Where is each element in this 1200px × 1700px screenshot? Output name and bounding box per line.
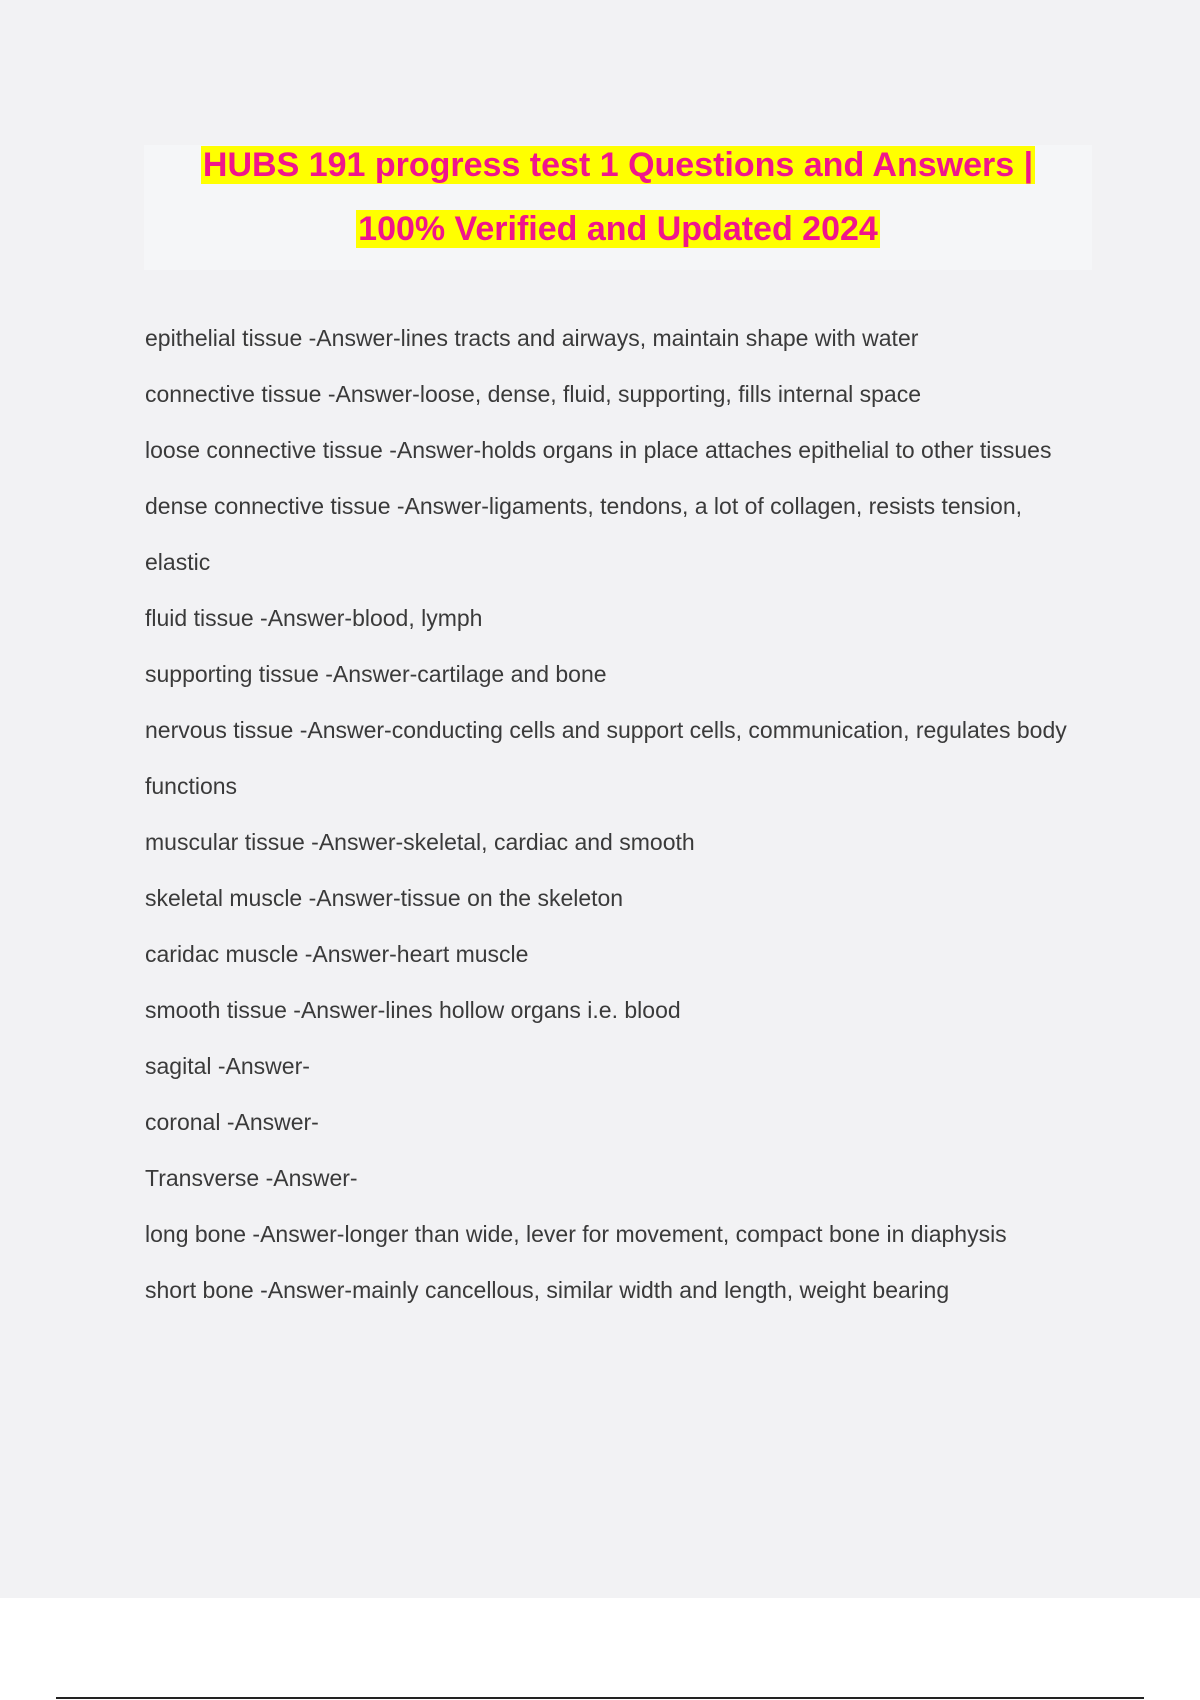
list-item: short bone -Answer-mainly cancellous, similar width and length, weight bearing bbox=[145, 1277, 950, 1303]
list-item: sagital -Answer- bbox=[145, 1053, 310, 1079]
list-item: Transverse -Answer- bbox=[145, 1165, 358, 1191]
list-item: caridac muscle -Answer-heart muscle bbox=[145, 941, 529, 967]
list-item: muscular tissue -Answer-skeletal, cardiac and smooth bbox=[145, 829, 695, 855]
title-line-1: HUBS 191 progress test 1 Questions and Answers | bbox=[202, 146, 1034, 184]
list-item: loose connective tissue -Answer-holds organs in place attaches epithelial to other tissues bbox=[145, 437, 1052, 463]
list-item: connective tissue -Answer-loose, dense, fluid, supporting, fills internal space bbox=[145, 381, 922, 407]
title-line-2: 100% Verified and Updated 2024 bbox=[358, 210, 878, 248]
footer-divider bbox=[56, 1697, 1144, 1699]
list-item: epithelial tissue -Answer-lines tracts and airways, maintain shape with water bbox=[145, 325, 919, 351]
list-item: nervous tissue -Answer-conducting cells and support cells, communication, regulates body functions bbox=[145, 717, 1067, 799]
qa-list bbox=[145, 310, 1085, 1318]
list-item: dense connective tissue -Answer-ligaments, tendons, a lot of collagen, resists tension, elastic bbox=[145, 493, 1023, 575]
document-title bbox=[144, 145, 1092, 270]
list-item: coronal -Answer- bbox=[145, 1109, 319, 1135]
list-item: smooth tissue -Answer-lines hollow organs i.e. blood bbox=[145, 997, 681, 1023]
list-item: fluid tissue -Answer-blood, lymph bbox=[145, 605, 483, 631]
list-item: skeletal muscle -Answer-tissue on the skeleton bbox=[145, 885, 624, 911]
list-item: long bone -Answer-longer than wide, lever for movement, compact bone in diaphysis bbox=[145, 1221, 1007, 1247]
list-item: supporting tissue -Answer-cartilage and bone bbox=[145, 661, 607, 687]
